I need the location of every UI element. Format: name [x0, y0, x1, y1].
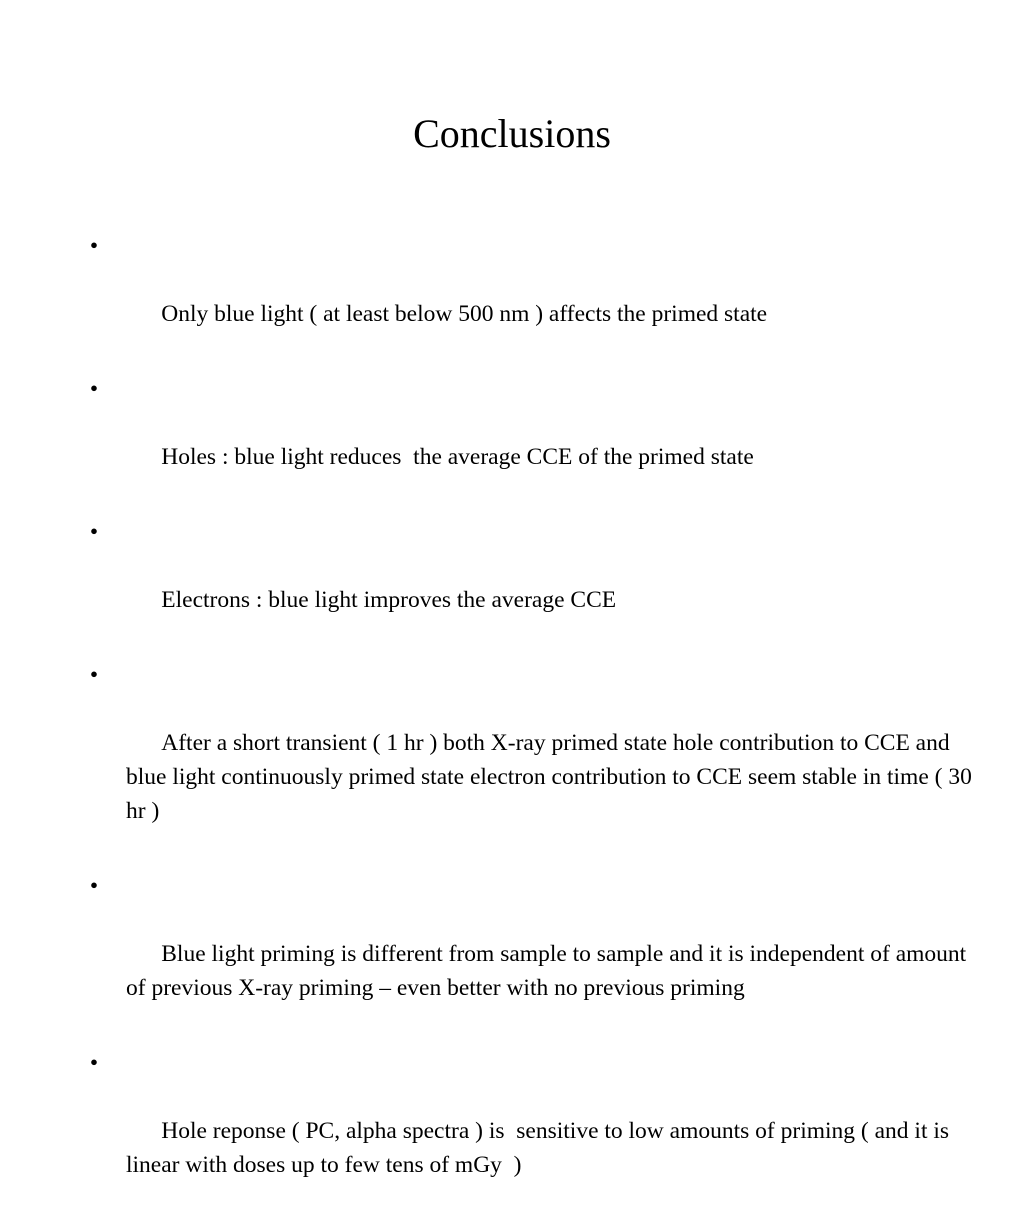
bullet-text: Blue light priming is different from sample to sample and it is independent of amount of previous X-ray priming – even better with no previous priming [126, 941, 973, 1001]
bullet-item [84, 869, 974, 1039]
slide-title: Conclusions [413, 111, 611, 156]
bullet-icon: • [89, 1050, 99, 1076]
bullet-item [84, 372, 974, 508]
bullet-text: After a short transient ( 1 hr ) both X-ray primed state hole contribution to CCE and blue light continuously primed state electron contribution to CCE seem stable in time ( 30 hr ) [126, 730, 978, 824]
bullet-item [84, 229, 974, 365]
bullet-item [84, 1046, 974, 1216]
bullet-icon: • [89, 376, 99, 402]
bullet-text: Hole reponse ( PC, alpha spectra ) is sensitive to low amounts of priming ( and it is linear with doses up to few tens of mGy ) [126, 1118, 955, 1178]
bullet-icon: • [89, 233, 99, 259]
bullet-text: Electrons : blue light improves the average CCE [161, 587, 617, 613]
bullet-text: Only blue light ( at least below 500 nm ) affects the primed state [161, 301, 768, 327]
bullet-list [84, 229, 978, 1223]
bullet-icon: • [89, 519, 99, 545]
bullet-text: Holes : blue light reduces the average CCE of the primed state [161, 444, 754, 470]
bullet-item [84, 515, 974, 651]
bullet-icon: • [89, 873, 99, 899]
bullet-item [84, 658, 978, 862]
bullet-icon: • [89, 662, 99, 688]
